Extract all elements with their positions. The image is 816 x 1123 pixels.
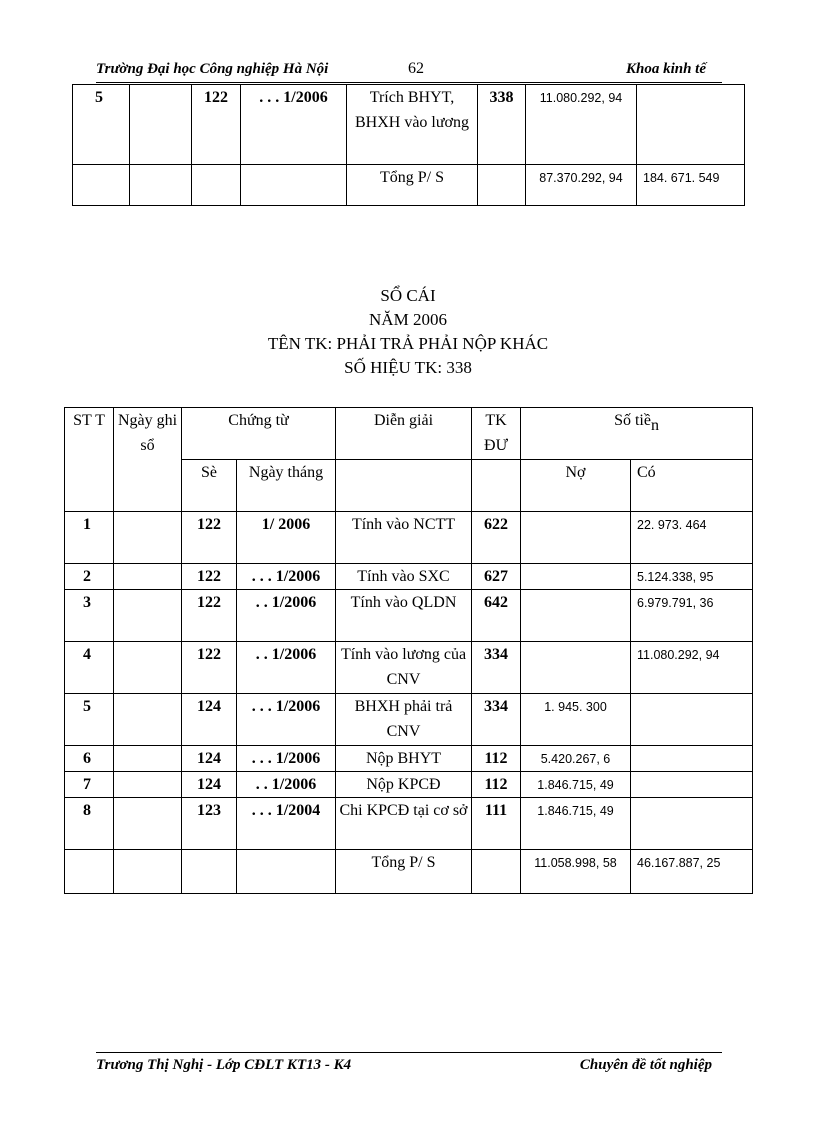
header-co: Có <box>631 460 753 512</box>
cell-tk <box>478 165 526 206</box>
cell-no <box>521 512 631 564</box>
cell-ngay-ghi-so <box>114 772 182 798</box>
cell-tk: 112 <box>472 772 521 798</box>
cell-tk: 334 <box>472 694 521 746</box>
table-row <box>65 564 753 590</box>
ledger-table <box>64 407 753 894</box>
cell-co <box>631 798 753 850</box>
table-row <box>65 746 753 772</box>
cell-tk: 338 <box>478 85 526 165</box>
cell-so: 124 <box>182 746 237 772</box>
header-dien-giai-empty <box>336 460 472 512</box>
cell-no: 5.420.267, 6 <box>521 746 631 772</box>
cell-ngay-ghi-so <box>114 694 182 746</box>
cell-dien-giai: Tổng P/ S <box>347 165 478 206</box>
cell-so: 122 <box>182 512 237 564</box>
header-ngay-ghi-so: Ngày ghi sổ <box>114 408 182 512</box>
header-so: Sè <box>182 460 237 512</box>
cell-so: 122 <box>182 642 237 694</box>
page-number: 62 <box>408 60 424 77</box>
header-tk-du: TK ĐƯ <box>472 408 521 460</box>
header-ngay-thang: Ngày tháng <box>237 460 336 512</box>
header-so-tien-sub: n <box>650 417 659 434</box>
cell-ngay-ghi-so <box>114 798 182 850</box>
cell-tk: 334 <box>472 642 521 694</box>
cell-co: 46.167.887, 25 <box>631 850 753 894</box>
cell-co <box>631 694 753 746</box>
cell-co <box>631 746 753 772</box>
continued-ledger-table <box>72 84 745 206</box>
cell-ngay-ghi-so <box>114 746 182 772</box>
cell-dien-giai: Tính vào QLDN <box>336 590 472 642</box>
header-no: Nợ <box>521 460 631 512</box>
cell-stt: 2 <box>65 564 114 590</box>
cell-dien-giai: BHXH phải trả CNV <box>336 694 472 746</box>
table-row <box>65 512 753 564</box>
cell-ngay-ghi-so <box>130 165 192 206</box>
header-chung-tu: Chứng từ <box>182 408 336 460</box>
cell-dien-giai: Tính vào lương của CNV <box>336 642 472 694</box>
cell-so: 122 <box>192 85 241 165</box>
cell-co <box>637 85 745 165</box>
title-year: NĂM 2006 <box>369 310 447 329</box>
cell-ngay <box>237 850 336 894</box>
cell-ngay: . . 1/2006 <box>237 642 336 694</box>
cell-tk <box>472 850 521 894</box>
cell-no <box>521 642 631 694</box>
cell-ngay-ghi-so <box>114 642 182 694</box>
cell-no: 87.370.292, 94 <box>526 165 637 206</box>
cell-dien-giai: Tính vào NCTT <box>336 512 472 564</box>
header-faculty: Khoa kinh tế <box>625 61 706 77</box>
table-row <box>65 642 753 694</box>
cell-ngay: . . . 1/2006 <box>237 564 336 590</box>
cell-so: 124 <box>182 694 237 746</box>
cell-stt: 5 <box>65 694 114 746</box>
cell-co: 5.124.338, 95 <box>631 564 753 590</box>
cell-no: 1.846.715, 49 <box>521 772 631 798</box>
cell-ngay: . . . 1/2006 <box>237 694 336 746</box>
cell-tk: 111 <box>472 798 521 850</box>
cell-no <box>521 590 631 642</box>
title-so-cai: SỔ CÁI <box>380 286 436 305</box>
cell-dien-giai: Trích BHYT, BHXH vào lương <box>347 85 478 165</box>
table-row <box>65 772 753 798</box>
cell-so: 124 <box>182 772 237 798</box>
page-header <box>96 60 722 83</box>
table-row-total <box>65 850 753 894</box>
title-account-number: SỐ HIỆU TK: 338 <box>344 358 472 377</box>
cell-co: 6.979.791, 36 <box>631 590 753 642</box>
cell-no: 11.080.292, 94 <box>526 85 637 165</box>
cell-dien-giai: Tổng P/ S <box>336 850 472 894</box>
cell-ngay: . . 1/2006 <box>237 590 336 642</box>
header-dien-giai: Diễn giải <box>336 408 472 460</box>
cell-dien-giai: Chi KPCĐ tại cơ sở <box>336 798 472 850</box>
cell-stt: 8 <box>65 798 114 850</box>
cell-tk: 112 <box>472 746 521 772</box>
cell-tk: 627 <box>472 564 521 590</box>
footer-author: Trương Thị Nghị - Lớp CĐLT KT13 - K4 <box>96 1057 352 1073</box>
cell-ngay: . . . 1/2006 <box>237 746 336 772</box>
cell-co: 22. 973. 464 <box>631 512 753 564</box>
header-school: Trường Đại học Công nghiệp Hà Nội <box>96 61 329 77</box>
cell-so <box>182 850 237 894</box>
table-row <box>65 694 753 746</box>
cell-no: 1. 945. 300 <box>521 694 631 746</box>
cell-so: 123 <box>182 798 237 850</box>
header-row-1 <box>65 408 753 460</box>
cell-co: 184. 671. 549 <box>637 165 745 206</box>
cell-stt: 5 <box>73 85 130 165</box>
cell-ngay-ghi-so <box>114 590 182 642</box>
title-account-name: TÊN TK: PHẢI TRẢ PHẢI NỘP KHÁC <box>267 334 549 353</box>
header-tk-empty <box>472 460 521 512</box>
cell-stt <box>73 165 130 206</box>
cell-stt: 6 <box>65 746 114 772</box>
cell-tk: 642 <box>472 590 521 642</box>
table-row <box>65 798 753 850</box>
header-so-tien <box>521 408 753 460</box>
cell-ngay: . . . 1/2004 <box>237 798 336 850</box>
ledger-title-block <box>0 284 816 380</box>
cell-stt: 1 <box>65 512 114 564</box>
cell-tk: 622 <box>472 512 521 564</box>
page-footer <box>96 1052 722 1079</box>
table-row <box>73 85 745 165</box>
header-stt: ST T <box>65 408 114 512</box>
footer-title: Chuyên đề tốt nghiệp <box>579 1057 712 1073</box>
cell-dien-giai: Nộp KPCĐ <box>336 772 472 798</box>
cell-ngay-ghi-so <box>114 850 182 894</box>
cell-ngay: 1/ 2006 <box>237 512 336 564</box>
cell-co <box>631 772 753 798</box>
cell-stt <box>65 850 114 894</box>
cell-so: 122 <box>182 590 237 642</box>
cell-co: 11.080.292, 94 <box>631 642 753 694</box>
cell-ngay-ghi-so <box>114 512 182 564</box>
cell-stt: 4 <box>65 642 114 694</box>
cell-no: 11.058.998, 58 <box>521 850 631 894</box>
cell-dien-giai: Tính vào SXC <box>336 564 472 590</box>
cell-stt: 7 <box>65 772 114 798</box>
cell-ngay <box>241 165 347 206</box>
cell-stt: 3 <box>65 590 114 642</box>
cell-ngay-ghi-so <box>114 564 182 590</box>
cell-no: 1.846.715, 49 <box>521 798 631 850</box>
table-row-total <box>73 165 745 206</box>
cell-dien-giai: Nộp BHYT <box>336 746 472 772</box>
cell-so: 122 <box>182 564 237 590</box>
cell-ngay-ghi-so <box>130 85 192 165</box>
cell-no <box>521 564 631 590</box>
table-row <box>65 590 753 642</box>
cell-so <box>192 165 241 206</box>
cell-ngay: . . 1/2006 <box>237 772 336 798</box>
header-so-tien-text: Số tiề <box>614 412 651 429</box>
cell-ngay: . . . 1/2006 <box>241 85 347 165</box>
